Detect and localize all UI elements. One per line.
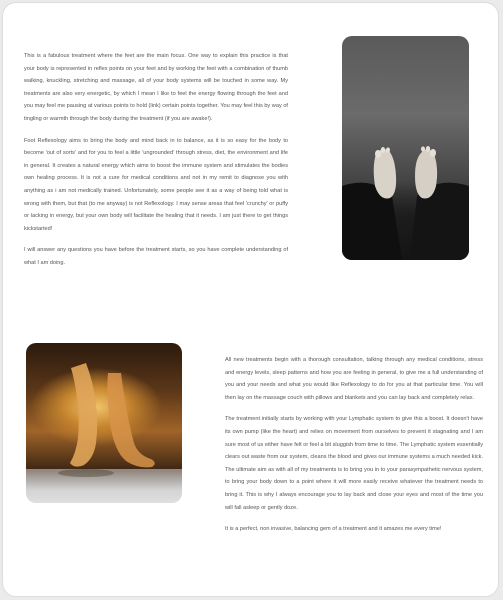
dancing-feet-photo [26, 343, 182, 503]
treatment-paragraph-2: The treatment initially starts by working with your Lymphatic system to give this a boost. It doesn't have its own pump (like the heart) and relies on movement from ourselves to prevent it stagnating and I am sure most of us either have felt or feel a bit sluggish from time to time. The Lymphatic system essentially clears out waste from our system, cleans the blood and gives our immune systems a much needed kick. The ultimate aim as with all of my treatments is to bring you in to your parasympathetic nervous system, to bring your body down to a point where it will more easily receive whatever the treatment needs to bring it. This is why I always encourage you to lay back and close your eyes and most of the time you will fall asleep or gently doze. [225, 416, 483, 511]
page [2, 2, 499, 597]
treatment-paragraph-1: All new treatments begin with a thorough consultation, talking through any medical conditions, stress and energy levels, sleep patterns and how you are feeling in general, to give me a full understanding of you and your needs and what you would like Reflexology to do for you at that particular time. You will then lay on the massage couch with pillows and blankets and you can lay back and completely relax. [225, 357, 483, 401]
treatment-paragraph-3: It is a perfect, non invasive, balancing gem of a treatment and it amazes me every time! [225, 526, 442, 533]
bare-feet-photo [342, 36, 469, 260]
intro-paragraph-1: This is a fabulous treatment where the feet are the main focus. One way to explain this practice is that your body is represented in reflex points on your feet and by working the feet with a combination of thumb walking, knuckling, stretching and massage, all of your body systems will be touched in some way. My treatments are also very energetic, by which I mean I like to feel the energy flowing through the feet and you may feel me pausing at various points to hold (link) certain points together. You may feel this by way of tingling or warmth through the body during the treatment (if you are awake!). [24, 53, 288, 122]
intro-paragraph-3: I will answer any questions you have before the treatment starts, so you have complete understanding of what I am doing. [24, 247, 288, 266]
intro-text-block [24, 50, 288, 279]
treatment-text-block [225, 354, 483, 545]
intro-paragraph-2: Foot Reflexology aims to bring the body and mind back in to balance, as it is so easy for the body to become 'out of sorts' and for you to feel a little 'ungrounded' through stress, diet, the environment and life in general. It creates a natural energy which aims to boost the immune system and stimulates the bodies own healing process. It is not a cure for medical conditions and not in my remit to diagnose you with anything as i am not medically trained. Unfortunately, some people see it as a way of being told what is wrong with them, but that (to me anyway) is not Reflexology. I may sense areas that feel 'crunchy' or puffy or lacking in energy, but your own body will facilitate the healing that it needs. I am just there to get things kickstarted! [24, 137, 288, 232]
